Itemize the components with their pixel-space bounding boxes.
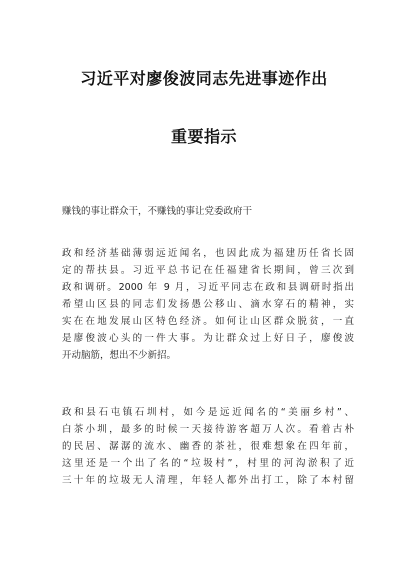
- paragraph-line: 开动脑筋，想出不少新招。: [62, 350, 177, 361]
- paragraph-line: 政和经济基础薄弱远近闻名，也因此成为福建历任省长固: [62, 248, 354, 259]
- document-title-line-1: 习近平对廖俊波同志先进事迹作出: [80, 69, 328, 88]
- paragraph-line: 白茶小圳，最多的时候一天接待游客超万人次。看着古朴: [62, 424, 354, 435]
- paragraph-line: 希望山区县的同志们发扬愚公移山、滴水穿石的精神，实: [62, 299, 354, 310]
- paragraph-line: 赚钱的事让群众干，不赚钱的事让党委政府干: [62, 206, 253, 217]
- paragraph-line: 的民居、潺潺的流水、幽香的茶社，很难想象在四年前，: [62, 441, 354, 452]
- paragraph-line: 定的帮扶县。习近平总书记在任福建省长期间，曾三次到: [62, 265, 354, 276]
- paragraph: [62, 245, 354, 364]
- paragraph-line: 三十年的垃圾无人清理，年轻人都外出打工，除了本村留: [62, 475, 354, 486]
- document-title-line-2: 重要指示: [170, 127, 237, 146]
- paragraph-line: 是廖俊波心头的一件大事。为让群众过上好日子，廖俊波: [62, 333, 354, 344]
- paragraph-line: 政和调研。2000 年 9 月，习近平同志在政和县调研时指出: [62, 282, 354, 293]
- paragraph-line: 这里还是一个出了名的“垃圾村”，村里的河沟淤积了近: [62, 458, 354, 469]
- paragraph-subheading: [62, 203, 354, 220]
- paragraph: [62, 404, 354, 489]
- paragraph-line: 实在在地发展山区特色经济。如何让山区群众脱贫，一直: [62, 316, 354, 327]
- paragraph-line: 政和县石屯镇石圳村，如今是远近闻名的“美丽乡村”、: [62, 407, 354, 418]
